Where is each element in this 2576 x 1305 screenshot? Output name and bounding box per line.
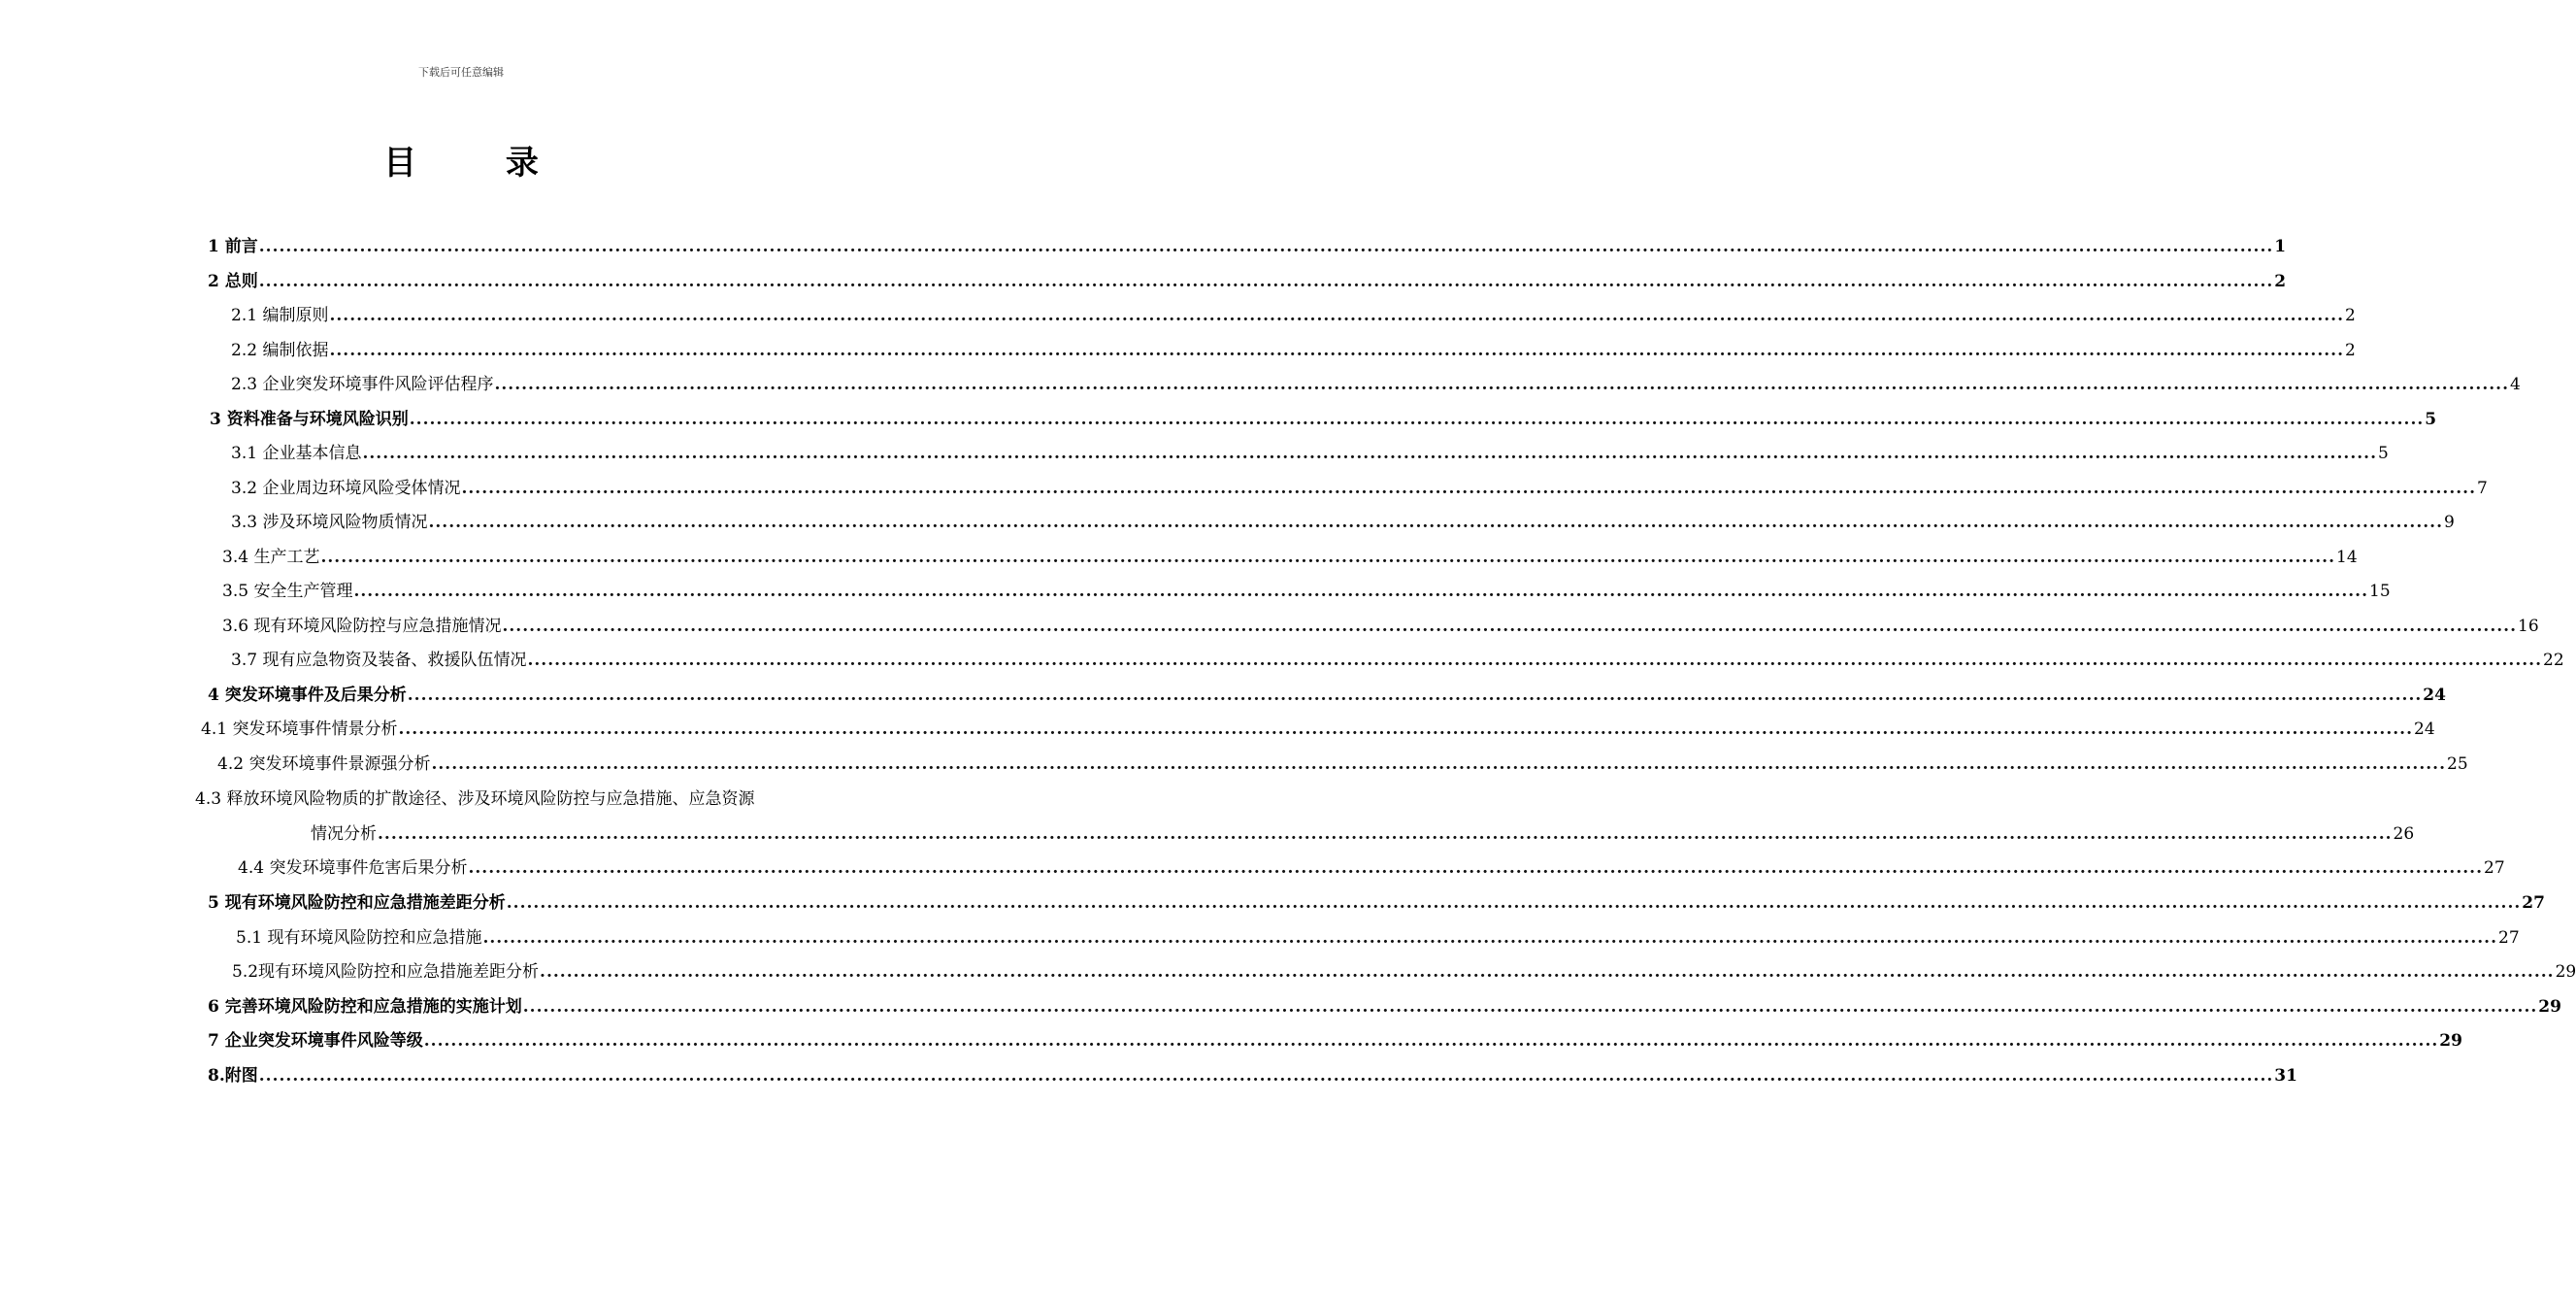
toc-leader: ............................................................................................................................................................................................................................................................................................................ (409, 410, 2425, 429)
toc-leader: ............................................................................................................................................................................................................................................................................................................ (428, 513, 2443, 532)
toc-page-number: 27 (2522, 893, 2545, 913)
toc-page-number: 22 (2543, 651, 2564, 670)
toc-leader: ............................................................................................................................................................................................................................................................................................................ (378, 824, 2393, 844)
toc-leader: ............................................................................................................................................................................................................................................................................................................ (258, 237, 2274, 256)
toc-leader: ............................................................................................................................................................................................................................................................................................................ (258, 1066, 2274, 1086)
toc-entry-2[interactable] (208, 270, 2287, 293)
toc-leader: ............................................................................................................................................................................................................................................................................................................ (353, 582, 2368, 601)
toc-page-number: 2 (2345, 306, 2356, 325)
toc-entry-3[interactable] (210, 408, 2437, 431)
toc-leader: ............................................................................................................................................................................................................................................................................................................ (329, 306, 2344, 325)
toc-page-number: 24 (2414, 719, 2435, 739)
toc-leader: ............................................................................................................................................................................................................................................................................................................ (506, 893, 2522, 913)
toc-leader: ............................................................................................................................................................................................................................................................................................................ (540, 962, 2555, 982)
toc-leader: ............................................................................................................................................................................................................................................................................................................ (527, 651, 2542, 670)
toc-label: 2 总则 (208, 272, 258, 291)
toc-entry-3-7[interactable] (231, 649, 2564, 672)
toc-leader: ............................................................................................................................................................................................................................................................................................................ (362, 444, 2377, 463)
toc-page-number: 31 (2274, 1066, 2297, 1086)
toc-entry-3-4[interactable] (222, 546, 2358, 569)
toc-leader: ............................................................................................................................................................................................................................................................................................................ (258, 272, 2274, 291)
toc-leader: ............................................................................................................................................................................................................................................................................................................ (329, 341, 2344, 360)
toc-leader: ............................................................................................................................................................................................................................................................................................................ (407, 686, 2423, 705)
toc-page-number: 2 (2274, 272, 2287, 291)
toc-page-number: 29 (2555, 962, 2576, 982)
toc-entry-8[interactable] (208, 1064, 2297, 1088)
toc-leader: ............................................................................................................................................................................................................................................................................................................ (398, 719, 2413, 739)
toc-entry-5[interactable] (208, 891, 2545, 915)
toc-label: 3.4 生产工艺 (222, 548, 320, 567)
toc-label: 3.1 企业基本信息 (231, 444, 362, 463)
toc-leader: ............................................................................................................................................................................................................................................................................................................ (423, 1031, 2439, 1051)
toc-label: 3.5 安全生产管理 (222, 582, 353, 601)
toc-leader: ............................................................................................................................................................................................................................................................................................................ (494, 375, 2509, 394)
toc-label: 5.1 现有环境风险防控和应急措施 (236, 928, 482, 948)
toc-leader: ............................................................................................................................................................................................................................................................................................................ (468, 858, 2483, 878)
toc-leader: ............................................................................................................................................................................................................................................................................................................ (461, 479, 2476, 498)
toc-label: 3.7 现有应急物资及装备、救援队伍情况 (231, 651, 527, 670)
header-note: 下载后可任意编辑 (418, 66, 504, 79)
toc-page-number: 5 (2378, 444, 2389, 463)
toc-entry-2-3[interactable] (231, 373, 2521, 396)
toc-label: 3.6 现有环境风险防控与应急措施情况 (222, 617, 502, 636)
toc-entry-5-1[interactable] (236, 926, 2520, 950)
toc-leader: ............................................................................................................................................................................................................................................................................................................ (431, 754, 2446, 774)
toc-entry-6[interactable] (208, 995, 2561, 1019)
toc-page-number: 15 (2369, 582, 2391, 601)
toc-entry-4[interactable] (208, 684, 2446, 707)
toc-entry-3-5[interactable] (222, 580, 2391, 603)
toc-page-number: 9 (2444, 513, 2455, 532)
toc-leader: ............................................................................................................................................................................................................................................................................................................ (482, 928, 2497, 948)
toc-entry-4-3-line1[interactable]: 4.3 释放环境风险物质的扩散途径、涉及环境风险防控与应急措施、应急资源 (195, 789, 755, 809)
page-title: 目 录 (383, 144, 578, 183)
toc-page-number: 16 (2518, 617, 2539, 636)
toc-label: 4.4 突发环境事件危害后果分析 (238, 858, 468, 878)
toc-leader: ............................................................................................................................................................................................................................................................................................................ (320, 548, 2335, 567)
toc-entry-3-2[interactable] (231, 477, 2488, 500)
toc-label: 2.1 编制原则 (231, 306, 329, 325)
toc-label: 2.3 企业突发环境事件风险评估程序 (231, 375, 494, 394)
toc-page-number: 27 (2498, 928, 2520, 948)
toc-page-number: 2 (2345, 341, 2356, 360)
toc-label: 6 完善环境风险防控和应急措施的实施计划 (208, 997, 522, 1017)
toc-label: 3.2 企业周边环境风险受体情况 (231, 479, 461, 498)
toc-label: 4.1 突发环境事件情景分析 (201, 719, 398, 739)
toc-page-number: 1 (2274, 237, 2287, 256)
toc-entry-3-1[interactable] (231, 442, 2389, 465)
toc-label: 7 企业突发环境事件风险等级 (208, 1031, 423, 1051)
toc-label: 3 资料准备与环境风险识别 (210, 410, 409, 429)
toc-label: 4 突发环境事件及后果分析 (208, 686, 407, 705)
toc-page-number: 26 (2393, 824, 2415, 844)
toc-label: 5 现有环境风险防控和应急措施差距分析 (208, 893, 506, 913)
toc-page-number: 14 (2336, 548, 2358, 567)
toc-page-number: 4 (2510, 375, 2521, 394)
toc-entry-7[interactable] (208, 1029, 2462, 1053)
toc-entry-1[interactable] (208, 235, 2287, 258)
toc-entry-5-2[interactable] (232, 960, 2576, 984)
toc-label: 2.2 编制依据 (231, 341, 329, 360)
toc-label: 情况分析 (311, 824, 377, 844)
toc-entry-4-4[interactable] (238, 856, 2505, 880)
toc-page-number: 7 (2477, 479, 2488, 498)
toc-page-number: 29 (2538, 997, 2561, 1017)
toc-entry-4-1[interactable] (201, 718, 2435, 741)
toc-entry-2-2[interactable] (231, 339, 2356, 362)
toc-page-number: 5 (2425, 410, 2437, 429)
toc-label: 1 前言 (208, 237, 258, 256)
toc-leader: ............................................................................................................................................................................................................................................................................................................ (502, 617, 2517, 636)
toc-page-number: 25 (2447, 754, 2468, 774)
toc-entry-4-3-line2[interactable] (311, 822, 2415, 846)
toc-page-number: 24 (2423, 686, 2446, 705)
toc-label: 5.2现有环境风险防控和应急措施差距分析 (232, 962, 540, 982)
toc-entry-3-6[interactable] (222, 615, 2539, 638)
toc-page-number: 29 (2439, 1031, 2462, 1051)
toc-entry-2-1[interactable] (231, 304, 2356, 327)
toc-label: 8.附图 (208, 1066, 258, 1086)
toc-page-number: 27 (2484, 858, 2505, 878)
toc-entry-4-2[interactable] (217, 753, 2468, 776)
toc-label: 3.3 涉及环境风险物质情况 (231, 513, 428, 532)
toc-label: 4.2 突发环境事件景源强分析 (217, 754, 431, 774)
toc-entry-3-3[interactable] (231, 511, 2455, 534)
toc-leader: ............................................................................................................................................................................................................................................................................................................ (522, 997, 2538, 1017)
